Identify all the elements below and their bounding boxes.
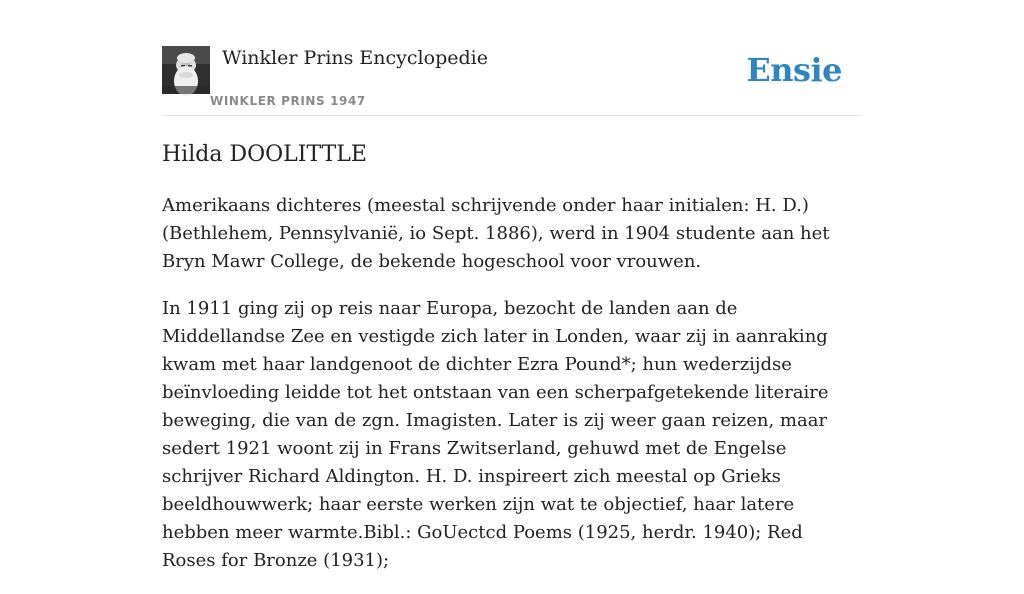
- source-title[interactable]: Winkler Prins Encyclopedie: [222, 47, 488, 69]
- source-header: [162, 46, 862, 116]
- source-avatar[interactable]: [162, 46, 210, 94]
- article-body: [162, 192, 862, 594]
- source-edition: WINKLER PRINS 1947: [210, 94, 366, 108]
- brand-logo[interactable]: Ensie: [746, 51, 842, 89]
- article-paragraph: In 1911 ging zij op reis naar Europa, bezocht de landen aan de Middellandse Zee en vestigde zich later in Londen, waar zij in aanraking kwam met haar landgenoot de dichter Ezra Pound*; hun wederzijdse beïnvloeding leidde tot het ontstaan van een scherpafgetekende literaire beweging, die van de zgn. Imagisten. Later is zij weer gaan reizen, maar sedert 1921 woont zij in Frans Zwitserland, gehuwd met de Engelse schrijver Richard Aldington. H. D. inspireert zich meestal op Grieks beeldhouwwerk; haar eerste werken zijn wat te objectief, haar latere hebben meer warmte.Bibl.: GoUectcd Poems (1925, herdr. 1940); Red Roses for Bronze (1931);: [162, 298, 829, 571]
- article-paragraph: Amerikaans dichteres (meestal schrijvende onder haar initialen: H. D.) (Bethlehem, Pennsylvanië, io Sept. 1886), werd in 1904 studente aan het Bryn Mawr College, de bekende hogeschool voor vrouwen.: [162, 195, 830, 272]
- article-title: Hilda DOOLITTLE: [162, 142, 367, 167]
- bearded-man-portrait-icon: [162, 46, 210, 94]
